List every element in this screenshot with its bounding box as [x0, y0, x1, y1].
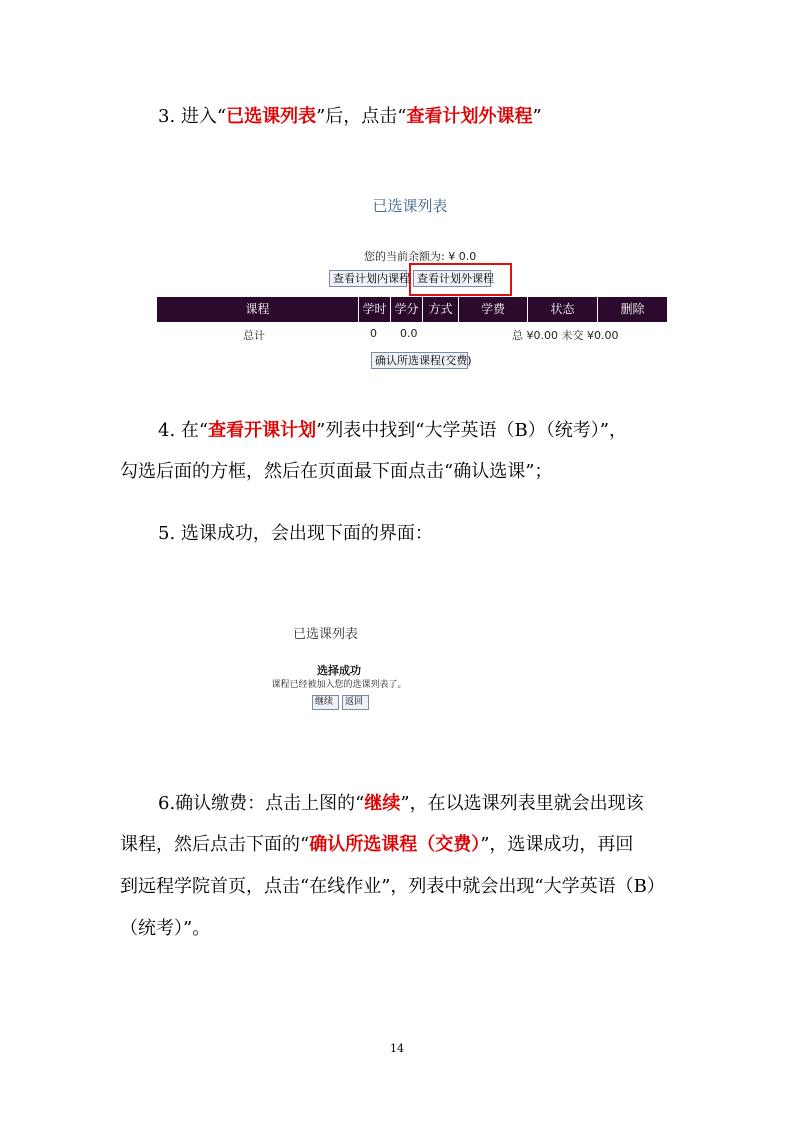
- col-delete: 删除: [620, 302, 645, 316]
- step6-line1: [158, 785, 698, 823]
- col-status: 状态: [528, 297, 598, 322]
- col-course: 课程: [157, 297, 359, 322]
- step4-line1: [158, 412, 698, 450]
- step3-highlight-unplanned-courses: 查看计划外课程: [406, 106, 533, 127]
- continue-button[interactable]: 继续: [312, 695, 339, 710]
- step3-suffix: ”: [532, 106, 542, 127]
- confirm-courses-pay-button[interactable]: 确认所选课程(交费): [371, 352, 468, 369]
- back-button[interactable]: 返回: [342, 695, 369, 710]
- step6-line2-prefix: 课程，然后点击下面的“: [120, 834, 310, 855]
- success-message: 课程已经被加入您的选课列表了。: [271, 680, 407, 690]
- total-hours: 0: [370, 327, 377, 340]
- step4-line1-rest: ”列表中找到“大学英语（B）（统考）”，: [316, 420, 627, 441]
- col-credits: 学分: [391, 297, 423, 322]
- success-title: 选择成功: [317, 664, 361, 677]
- col-hours: 学时: [359, 297, 391, 322]
- total-credits: 0.0: [400, 327, 418, 340]
- step3-paragraph: [158, 98, 758, 136]
- step6-line1-rest: ”，在以选课列表里就会出现该: [400, 793, 644, 814]
- step3-highlight-selected-list: 已选课列表: [226, 106, 317, 127]
- col-method: 方式: [423, 297, 459, 322]
- step6-line4: （统考）”。: [120, 918, 211, 939]
- view-unplanned-courses-button[interactable]: 查看计划外课程: [413, 270, 491, 287]
- step6-line2-rest: ”，选课成功，再回: [480, 834, 634, 855]
- step4-highlight-course-plan: 查看开课计划: [208, 420, 317, 441]
- step5-paragraph: 5. 选课成功，会出现下面的界面：: [158, 523, 433, 544]
- course-table-header: [157, 297, 667, 322]
- balance-text: 您的当前余额为: ¥ 0.0: [364, 250, 477, 263]
- step3-middle: ”后，点击“: [316, 106, 407, 127]
- step6-line3: 到远程学院首页，点击“在线作业”，列表中就会出现“大学英语（B）: [120, 876, 665, 897]
- page-number: 14: [390, 1042, 404, 1055]
- total-label: 总计: [243, 329, 265, 342]
- red-highlight-box: [409, 263, 512, 296]
- shot2-title: 已选课列表: [293, 627, 359, 642]
- step3-prefix: 3. 进入“: [158, 106, 227, 127]
- total-fees: 总 ¥0.00 未交 ¥0.00: [512, 329, 619, 342]
- shot1-title: 已选课列表: [372, 197, 448, 215]
- step6-line2: [120, 826, 680, 864]
- step6-prefix: 6.确认缴费：点击上图的“: [158, 793, 365, 814]
- step4-prefix: 4. 在“: [158, 420, 209, 441]
- step6-highlight-continue: 继续: [364, 793, 401, 814]
- step6-highlight-confirm-pay: 确认所选课程（交费）: [309, 834, 481, 855]
- view-planned-courses-button[interactable]: 查看计划内课程: [329, 270, 407, 287]
- col-fee: 学费: [459, 297, 528, 322]
- step4-line2: 勾选后面的方框，然后在页面最下面点击“确认选课”；: [120, 461, 553, 482]
